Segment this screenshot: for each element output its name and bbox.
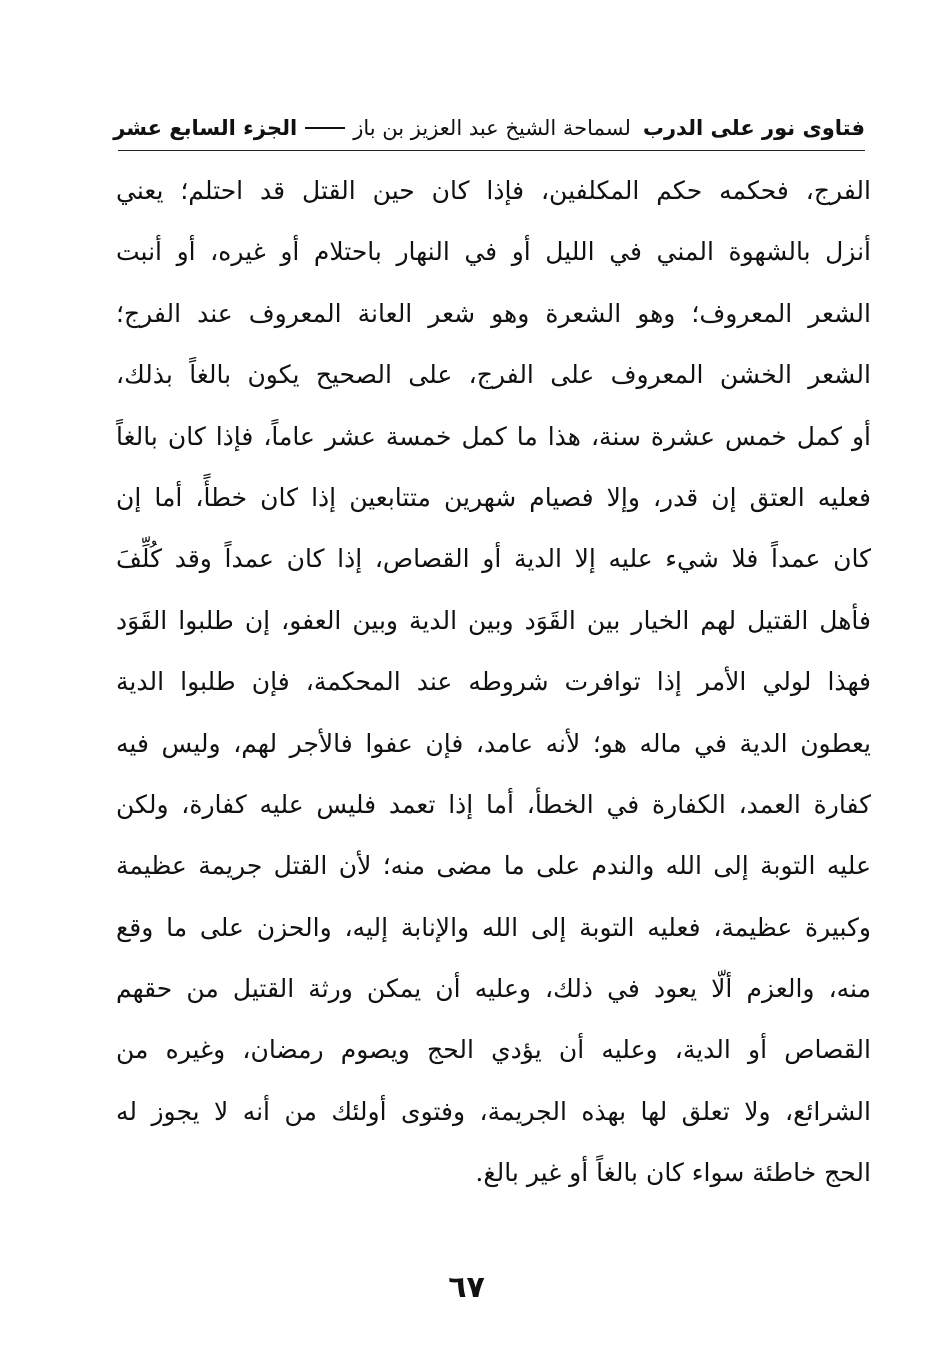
page-number: ٦٧ <box>448 1270 485 1305</box>
text-line: الشعر المعروف؛ وهو الشعرة وهو شعر العانة المعروف عند الفرج؛ <box>116 298 871 328</box>
book-title: فتاوى نور على الدرب <box>642 116 865 140</box>
text-line: الشعر الخشن المعروف على الفرج، على الصحيح يكون بالغاً بذلك، <box>116 360 871 390</box>
text-line: فهذا لولي الأمر إذا توافرت شروطه عند المحكمة، فإن طلبوا الدية <box>116 667 871 697</box>
text-line: فأهل القتيل لهم الخيار بين القَوَد وبين الدية وبين العفو، إن طلبوا القَوَد <box>116 605 871 635</box>
text-line: كفارة العمد، الكفارة في الخطأ، أما إذا تعمد فليس عليه كفارة، ولكن <box>116 789 871 819</box>
running-header <box>113 108 865 148</box>
text-line: كان عمداً فلا شيء عليه إلا الدية أو القصاص، إذا كان عمداً وقد كُلِّفَ <box>116 544 871 574</box>
text-line: الشرائع، ولا تعلق لها بهذه الجريمة، وفتوى أولئك من أنه لا يجوز له <box>116 1096 871 1126</box>
fatwa-body <box>116 160 871 1204</box>
author-name: لسماحة الشيخ عبد العزيز بن باز <box>353 116 631 140</box>
text-line: منه، والعزم ألّا يعود في ذلك، وعليه أن يمكن ورثة القتيل من حقهم <box>116 974 871 1004</box>
header-rule <box>305 127 345 129</box>
text-line-last: الحج خاطئة سواء كان بالغاً أو غير بالغ. <box>475 1158 871 1188</box>
header-divider <box>118 150 865 151</box>
text-line: أنزل بالشهوة المني في الليل أو في النهار باحتلام أو غيره، أو أنبت <box>116 237 871 267</box>
text-line: يعطون الدية في ماله هو؛ لأنه عامد، فإن عفوا فالأجر لهم، وليس فيه <box>116 728 871 758</box>
text-line: فعليه العتق إن قدر، وإلا فصيام شهرين متتابعين إذا كان خطأً، أما إن <box>116 482 871 512</box>
text-line: عليه التوبة إلى الله والندم على ما مضى منه؛ لأن القتل جريمة عظيمة <box>116 851 871 881</box>
text-line: أو كمل خمس عشرة سنة، هذا ما كمل خمسة عشر عاماً، فإذا كان بالغاً <box>116 421 871 451</box>
volume-part: الجزء السابع عشر <box>113 116 298 140</box>
text-line: القصاص أو الدية، وعليه أن يؤدي الحج ويصوم رمضان، وغيره من <box>116 1035 871 1065</box>
text-line: وكبيرة عظيمة، فعليه التوبة إلى الله والإنابة إليه، والحزن على ما وقع <box>116 912 871 942</box>
text-line: الفرج، فحكمه حكم المكلفين، فإذا كان حين القتل قد احتلم؛ يعني <box>116 176 871 205</box>
